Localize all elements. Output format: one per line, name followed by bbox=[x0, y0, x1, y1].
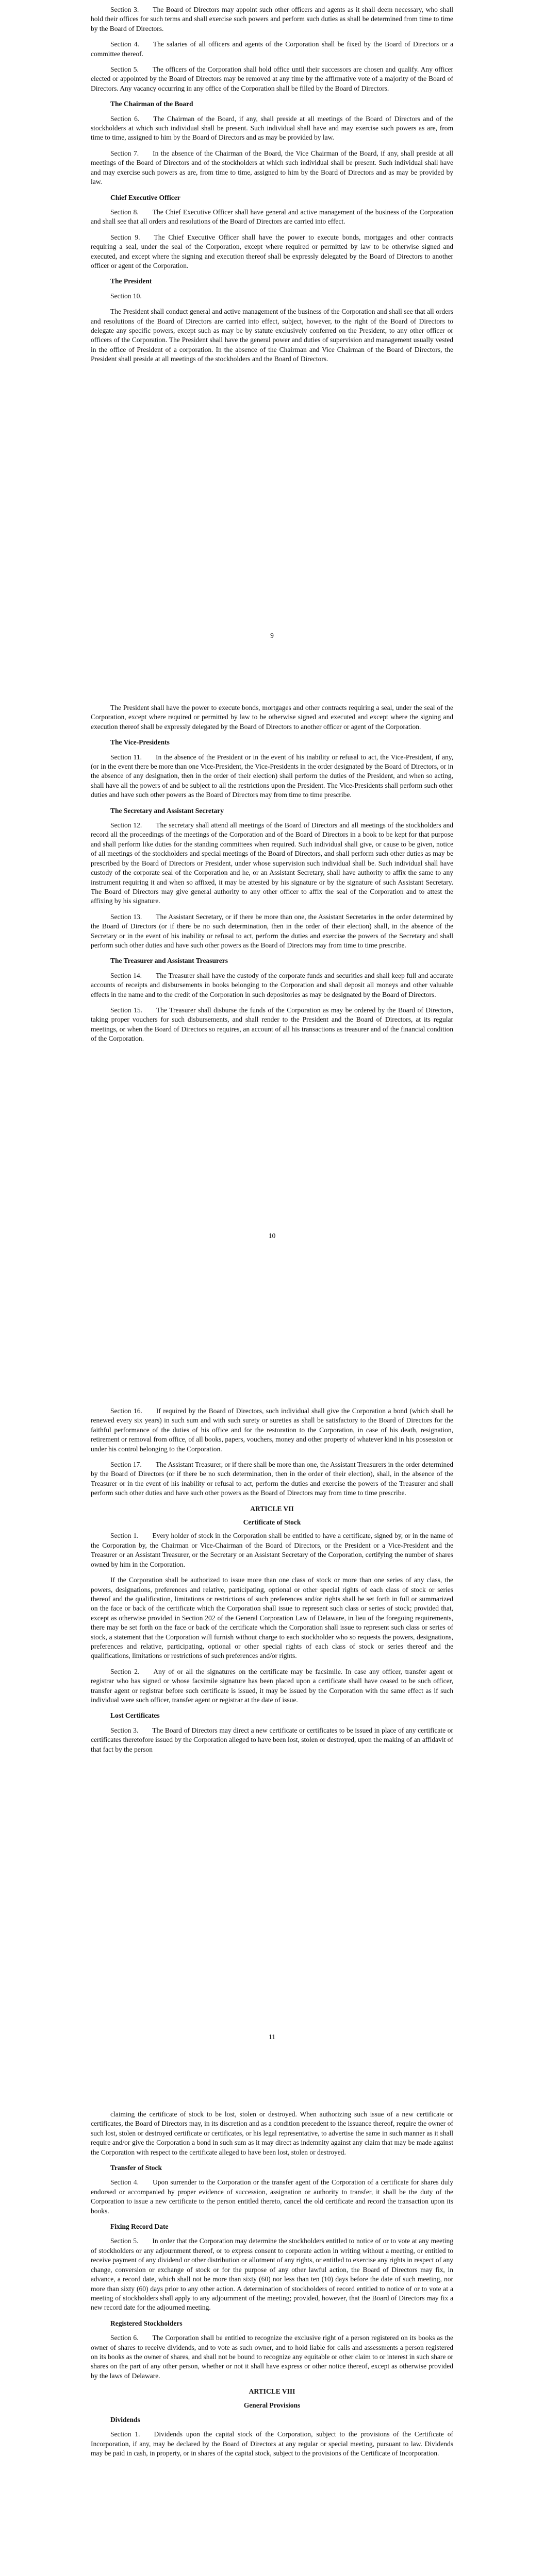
paragraph: Section 1. Every holder of stock in the Corporation shall be entitled to have a certificate, signed by, or in the name of the Corporation by, the Chairman or Vice-Chairman of the Board of Directors, or the President or a Vice-President and the Treasurer or an Assistant Treasurer, or the Secretary or an Assistant Secretary of the Corporation, certifying the number of shares owned by him in the Corporation. bbox=[91, 1532, 453, 1568]
section-heading: Transfer of Stock bbox=[110, 2164, 162, 2172]
paragraph: Section 17. The Assistant Treasurer, or if there shall be more than one, the Assistant Treasurers in the order determined by the Board of Directors (or if there be no such determination, then in the order of their election), shall, in the absence of the Treasurer or in the event of his inability or refusal to act, perform the duties and exercise the powers of the Treasurer and shall perform such other duties and have such other powers as the Board of Directors may from time to time prescribe. bbox=[91, 1461, 453, 1497]
paragraph: The President shall conduct general and active management of the business of the Corporation and shall see that all orders and resolutions of the Board of Directors are carried into effect, subject, however, to the right of the Board of Directors to delegate any specific powers, except such as may be by statute exclusively conferred on the President, to any other officer or officers of the Corporation. The President shall have the general power and duties of supervision and management usually vested in the office of President of a corporation. In the absence of the Chairman and Vice Chairman of the Board of Directors, the President shall preside at all meetings of the stockholders and the Board of Directors. bbox=[91, 308, 453, 363]
document-page-11 bbox=[0, 1406, 544, 2110]
section-heading: The Chairman of the Board bbox=[110, 100, 193, 108]
page-body bbox=[91, 1406, 453, 1760]
paragraph: Section 15. The Treasurer shall disburse the funds of the Corporation as may be ordered by the Board of Directors, taking proper vouchers for such disbursements, and shall render to the President and the Board of Directors, at its regular meetings, or when the Board of Directors so requires, an account of all his transactions as treasurer and of the financial condition of the Corporation. bbox=[91, 1006, 453, 1043]
section-heading: The Vice-Presidents bbox=[110, 738, 170, 747]
section-heading: Chief Executive Officer bbox=[110, 193, 180, 201]
paragraph: Section 9. The Chief Executive Officer shall have the power to execute bonds, mortgages and other contracts requiring a seal, under the seal of the Corporation, except where required or permitted by law to be otherwise signed and executed, and except where the signing and execution thereof shall be expressly delegated by the Board of Directors to another officer or agent of the Corporation. bbox=[91, 233, 453, 269]
paragraph: If the Corporation shall be authorized to issue more than one class of stock or more than one series of any class, the powers, designations, preferences and relative, participating, optional or other special rights of each class of stock or series thereof and the qualification, limitations or restrictions of such preferences and/or rights shall be set forth in full or summarized on the face or back of the certificate which the Corporation shall issue to represent such class or series of stock; provided that, except as otherwise provided in Section 202 of the General Corporation Law of Delaware, in lieu of the foregoing requirements, there may be set forth on the face or back of the certificate which the Corporation shall issue to represent such class or series of stock, a statement that the Corporation will furnish without charge to each stockholder who so requests the powers, designations, preferences and relative, participating, optional or other special rights of each class of stock or series thereof and the qualifications, limitations or restrictions of such preferences and/or rights. bbox=[91, 1576, 453, 1660]
page-number: 11 bbox=[269, 2033, 275, 2041]
paragraph: Section 1. Dividends upon the capital stock of the Corporation, subject to the provisions of the Certificate of Incorporation, if any, may be declared by the Board of Directors at any regular or special meeting, pursuant to law. Dividends may be paid in cash, in property, or in shares of the capital stock, subject to the provisions of the Certificate of Incorporation. bbox=[91, 2430, 453, 2458]
article-heading: General Provisions bbox=[243, 2401, 301, 2409]
paragraph: Section 3. The Board of Directors may direct a new certificate or certificates to be issued in place of any certificate or certificates theretofore issued by the Corporation alleged to have been lost, stolen or destroyed, upon the making of an affidavit of that fact by the person bbox=[91, 1726, 453, 1753]
paragraph: Section 5. The officers of the Corporation shall hold office until their successors are chosen and qualify. Any officer elected or appointed by the Board of Directors may be removed at any time by the affirmative vote of a majority of the Board of Directors. Any vacancy occurring in any office of the Corporation shall be filled by the Board of Directors. bbox=[91, 65, 453, 92]
article-heading: ARTICLE VIII bbox=[249, 2387, 295, 2396]
paragraph: Section 4. The salaries of all officers and agents of the Corporation shall be fixed by the Board of Directors or a committee thereof. bbox=[91, 40, 453, 58]
paragraph: Section 10. bbox=[110, 292, 142, 300]
paragraph: Section 13. The Assistant Secretary, or if there be more than one, the Assistant Secretaries in the order determined by the Board of Directors (or if there be no such determination, then in the order of their election) shall, in the absence of the Secretary or in the event of his inability or refusal to act, perform the duties and exercise the powers of the Secretary and shall perform such other duties and have such other powers as the Board of Directors may from time to time prescribe. bbox=[91, 912, 453, 949]
paragraph: Section 6. The Chairman of the Board, if any, shall preside at all meetings of the Board of Directors and of the stockholders at which such individual shall be present. Such individual shall have and may exercise such powers as are, from time to time, assigned to him by the Board of Directors and as may be provided by law. bbox=[91, 114, 453, 142]
page-number: 10 bbox=[268, 1232, 276, 1240]
paragraph: Section 3. The Board of Directors may appoint such other officers and agents as it shall deem necessary, who shall hold their offices for such terms and shall exercise such powers and perform such duties as shall be determined from time to time by the Board of Directors. bbox=[91, 6, 453, 32]
page-number: 9 bbox=[270, 632, 274, 639]
section-heading: Lost Certificates bbox=[110, 1711, 160, 1720]
paragraph: Section 2. Any of or all the signatures on the certificate may be facsimile. In case any officer, transfer agent or registrar who has signed or whose facsimile signature has been placed upon a certificate shall have ceased to be such officer, transfer agent or registrar before such certificate is issued, it may be issued by the Corporation with the same effect as if such individual were such officer, transfer agent or registrar at the date of issue. bbox=[91, 1667, 453, 1704]
section-heading: Fixing Record Date bbox=[110, 2223, 169, 2231]
paragraph: Section 12. The secretary shall attend all meetings of the Board of Directors and all meetings of the stockholders and record all the proceedings of the meetings of the Corporation and of the Board of Directors in a book to be kept for that purpose and shall perform like duties for the standing committees when required. Such individual shall give, or cause to be given, notice of all meetings of the stockholders and special meetings of the Board of Directors, and shall perform such other duties as may be prescribed by the Board of Directors or President, under whose supervision such individual shall be. Such individual shall have custody of the corporate seal of the Corporation and he, or an Assistant Secretary, shall have authority to affix the same to any instrument requiring it and when so affixed, it may be attested by his signature or by the signature of such Assistant Secretary. The Board of Directors may give general authority to any other officer to affix the seal of the Corporation and to attest the affixing by his signature. bbox=[91, 821, 453, 905]
paragraph: Section 5. In order that the Corporation may determine the stockholders entitled to notice of or to vote at any meeting of stockholders or any adjournment thereof, or to express consent to corporate action in writing without a meeting, or entitled to receive payment of any dividend or other distribution or allotment of any rights, or entitled to exercise any rights in respect of any change, conversion or exchange of stock or for the purpose of any other lawful action, the Board of Directors may fix, in advance, a record date, which shall not be more than sixty (60) nor less than ten (10) days before the date of such meeting, nor more than sixty (60) days prior to any other action. A determination of stockholders of record entitled to notice of or to vote at a meeting of stockholders shall apply to any adjournment of the meeting; provided, however, that the Board of Directors may fix a new record date for the adjourned meeting. bbox=[91, 2237, 453, 2312]
paragraph: Section 11. In the absence of the President or in the event of his inability or refusal to act, the Vice-President, if any, (or in the event there be more than one Vice-President, the Vice-Presidents in the order designated by the Board of Directors, or in the absence of any designation, then in the order of their election) shall perform the duties of the President, and when so acting, shall have all the powers of and be subject to all the restrictions upon the President. The Vice-Presidents shall perform such other duties and have such other powers as the Board of Directors may from time to time prescribe. bbox=[91, 753, 453, 799]
page-body bbox=[91, 2110, 453, 2465]
paragraph: Section 8. The Chief Executive Officer shall have general and active management of the business of the Corporation and shall see that all orders and resolutions of the Board of Directors are carried into effect. bbox=[91, 208, 453, 226]
document-page-9 bbox=[0, 0, 544, 703]
paragraph: Section 4. Upon surrender to the Corporation or the transfer agent of the Corporation of a certificate for shares duly endorsed or accompanied by proper evidence of succession, assignation or authority to transfer, it shall be the duty of the Corporation to issue a new certificate to the person entitled thereto, cancel the old certificate and record the transaction upon its books. bbox=[91, 2178, 453, 2215]
paragraph: Section 6. The Corporation shall be entitled to recognize the exclusive right of a person registered on its books as the owner of shares to receive dividends, and to vote as such owner, and to hold liable for calls and assessments a person registered on its books as the owner of shares, and shall not be bound to recognize any equitable or other claim to or interest in such share or shares on the part of any other person, whether or not it shall have express or other notice thereof, except as otherwise provided by the laws of Delaware. bbox=[91, 2334, 453, 2380]
section-heading: The President bbox=[110, 277, 152, 285]
page-body bbox=[91, 703, 453, 1050]
paragraph: The President shall have the power to execute bonds, mortgages and other contracts requiring a seal, under the seal of the Corporation, except where required or permitted by law to be otherwise signed and executed and except where the signing and execution thereof shall be expressly delegated by the Board of Directors to another officer or agent of the Corporation. bbox=[91, 704, 453, 731]
section-heading: Registered Stockholders bbox=[110, 2319, 183, 2327]
page-body bbox=[91, 5, 453, 370]
section-heading: The Treasurer and Assistant Treasurers bbox=[110, 957, 228, 965]
article-heading: ARTICLE VII bbox=[250, 1504, 294, 1513]
document-page-10 bbox=[0, 703, 544, 1406]
paragraph: Section 16. If required by the Board of Directors, such individual shall give the Corporation a bond (which shall be renewed every six years) in such sum and with such surety or sureties as shall be satisfactory to the Board of Directors for the faithful performance of the duties of his office and for the restoration to the Corporation, in case of his death, resignation, retirement or removal from office, of all books, papers, vouchers, money and other property of whatever kind in his possession or under his control belonging to the Corporation. bbox=[91, 1407, 453, 1453]
section-heading: The Secretary and Assistant Secretary bbox=[110, 806, 224, 815]
paragraph: claiming the certificate of stock to be lost, stolen or destroyed. When authorizing such issue of a new certificate or certificates, the Board of Directors may, in its discretion and as a condition precedent to the issuance thereof, require the owner of such lost, stolen or destroyed certificate or certificates, or his legal representative, to advertise the same in such manner as it shall require and/or give the Corporation a bond in such sum as it may direct as indemnity against any claim that may be made against the Corporation with respect to the certificate alleged to have been lost, stolen or destroyed. bbox=[91, 2110, 453, 2156]
paragraph: Section 14. The Treasurer shall have the custody of the corporate funds and securities and shall keep full and accurate accounts of receipts and disbursements in books belonging to the Corporation and shall deposit all moneys and other valuable effects in the name and to the credit of the Corporation in such depositories as may be designated by the Board of Directors. bbox=[91, 971, 453, 998]
section-heading: Dividends bbox=[110, 2415, 140, 2424]
paragraph: Section 7. In the absence of the Chairman of the Board, the Vice Chairman of the Board, if any, shall preside at all meetings of the Board of Directors and of the stockholders at which such individual shall be present. Such individual shall have and may exercise such powers as are, from time to time, assigned to him by the Board of Directors and as may be provided by law. bbox=[91, 149, 453, 186]
document-page-12 bbox=[0, 2110, 544, 2576]
article-heading: Certificate of Stock bbox=[243, 1518, 301, 1527]
